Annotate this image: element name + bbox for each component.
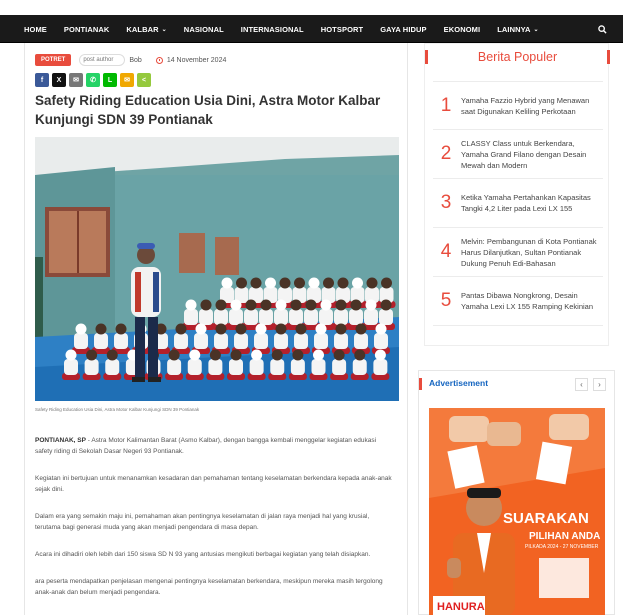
author-avatar-alt: post author [83,57,114,63]
nav-item-nasional[interactable]: NASIONAL [183,24,224,34]
article [24,43,408,615]
article-title: Safety Riding Education Usia Dini, Astra Motor Kalbar Kunjungi SDN 39 Pontianak [35,93,381,127]
nav-item-ekonomi[interactable]: EKONOMI [443,24,481,34]
advertisement-title: Advertisement [429,378,489,388]
popular-item[interactable] [433,179,603,228]
header-accent [607,50,610,64]
nav-item-kalbar[interactable]: KALBAR ⌄ [126,24,167,34]
nav-item-hotsport[interactable]: HOTSPORT [320,24,364,34]
next-arrow-icon[interactable]: › [593,378,606,391]
nav-item-lainnya[interactable]: LAINNYA ⌄ [497,24,539,34]
chevron-down-icon: ⌄ [533,26,539,33]
article-paragraph: Acara ini dihadiri oleh lebih dari 150 siswa SD N 93 yang antusias mengikuti berbagai kegiatan yang telah disiapkan. [35,551,371,558]
search-button[interactable] [593,15,611,43]
nav-item-gaya-hidup[interactable]: GAYA HIDUP [380,24,427,34]
share-bar [35,73,154,87]
search-icon [598,25,607,34]
ad-line-1: SUARAKAN [503,510,589,527]
popular-list [433,81,603,326]
popular-item[interactable] [433,130,603,179]
advertisement-nav [570,378,606,391]
advertisement-widget [418,370,615,615]
nav-item-internasional[interactable]: INTERNASIONAL [240,24,304,34]
popular-rank: 4 [440,241,452,262]
article-paragraph: PONTIANAK, SP - Astra Motor Kalimantan Barat (Asmo Kalbar), dengan bangga kembali menggelar kegiatan edukasi safety riding di Sekolah Dasar Negeri 93 Pontianak. [35,437,377,455]
popular-rank: 5 [440,290,452,311]
prev-arrow-icon[interactable]: ‹ [575,378,588,391]
publish-date: 14 November 2024 [166,56,227,64]
article-paragraph: Kegiatan ini bertujuan untuk menanamkan kesadaran dan pemahaman tentang keselamatan berkendara kepada anak-anak sejak dini. [35,475,392,493]
ad-party: HANURA [437,601,485,613]
ad-line-3: PILKADA 2024 - 27 NOVEMBER [525,544,599,550]
article-paragraph: ara peserta mendapatkan penjelasan mengenai pentingnya keselamatan berkendara, meskipun mereka masih tergolong anak-anak dan belum menjadi pengendara. [35,578,383,596]
sms-icon[interactable]: ✉ [120,73,134,87]
popular-news-widget [424,43,609,346]
nav-item-home[interactable]: HOME [24,24,47,34]
x-icon[interactable]: X [52,73,66,87]
share-icon[interactable]: < [137,73,151,87]
whatsapp-icon[interactable]: ✆ [86,73,100,87]
article-meta [35,53,226,67]
advertisement-header [419,376,616,392]
photo-caption: Safety Riding Education Usia Dini, Astra Motor Kalbar Kunjungi SDN 39 Pontianak [35,407,200,412]
popular-item[interactable] [433,81,603,130]
popular-item[interactable] [433,228,603,277]
facebook-icon[interactable]: f [35,73,49,87]
popular-item[interactable] [433,277,603,326]
popular-rank: 1 [440,94,452,116]
chevron-down-icon: ⌄ [161,26,167,33]
popular-rank: 3 [440,192,452,213]
article-paragraph: Dalam era yang semakin maju ini, pemahaman akan pentingnya keselamatan di jalan raya menjadi hal yang krusial, terutama bagi generasi muda yang akan menjadi pengendara di masa depan. [35,513,370,531]
category-badge[interactable]: POTRET [35,54,71,66]
author-avatar [79,54,125,66]
popular-headline[interactable]: Yamaha Fazzio Hybrid yang Menawan saat Digunakan Keliling Perkotaan [461,95,590,116]
nav-item-pontianak[interactable]: PONTIANAK [63,24,110,34]
popular-headline[interactable]: Pantas Dibawa Nongkrong, Desain Yamaha Lexi LX 155 Ramping Kekinian [461,291,594,311]
ad-line-2: PILIHAN ANDA [529,531,601,542]
article-body [35,435,395,614]
header-accent [419,378,422,390]
header-accent [425,50,428,64]
nav-items [24,15,556,43]
author-name[interactable]: Bob [129,56,142,64]
article-photo [35,137,399,401]
popular-rank: 2 [440,143,452,164]
popular-headline[interactable]: Melvin: Pembangunan di Kota Pontianak Harus Dilanjutkan, Sultan Pontianak Dukung Penuh Edi-Bahasan [461,236,597,268]
email-icon[interactable]: ✉ [69,73,83,87]
popular-header [425,49,610,65]
main-nav [0,15,623,43]
dateline: PONTIANAK, SP [35,437,86,444]
advertisement-banner[interactable] [429,408,605,615]
popular-headline[interactable]: Ketika Yamaha Pertahankan Kapasitas Tangki 4,2 Liter pada Lexi LX 155 [461,193,591,213]
line-icon[interactable]: L [103,73,117,87]
popular-headline[interactable]: CLASSY Class untuk Berkendara, Yamaha Grand Filano dengan Desain Mewah dan Modern [461,138,587,170]
clock-icon [156,57,163,64]
popular-title: Berita Populer [477,50,558,64]
